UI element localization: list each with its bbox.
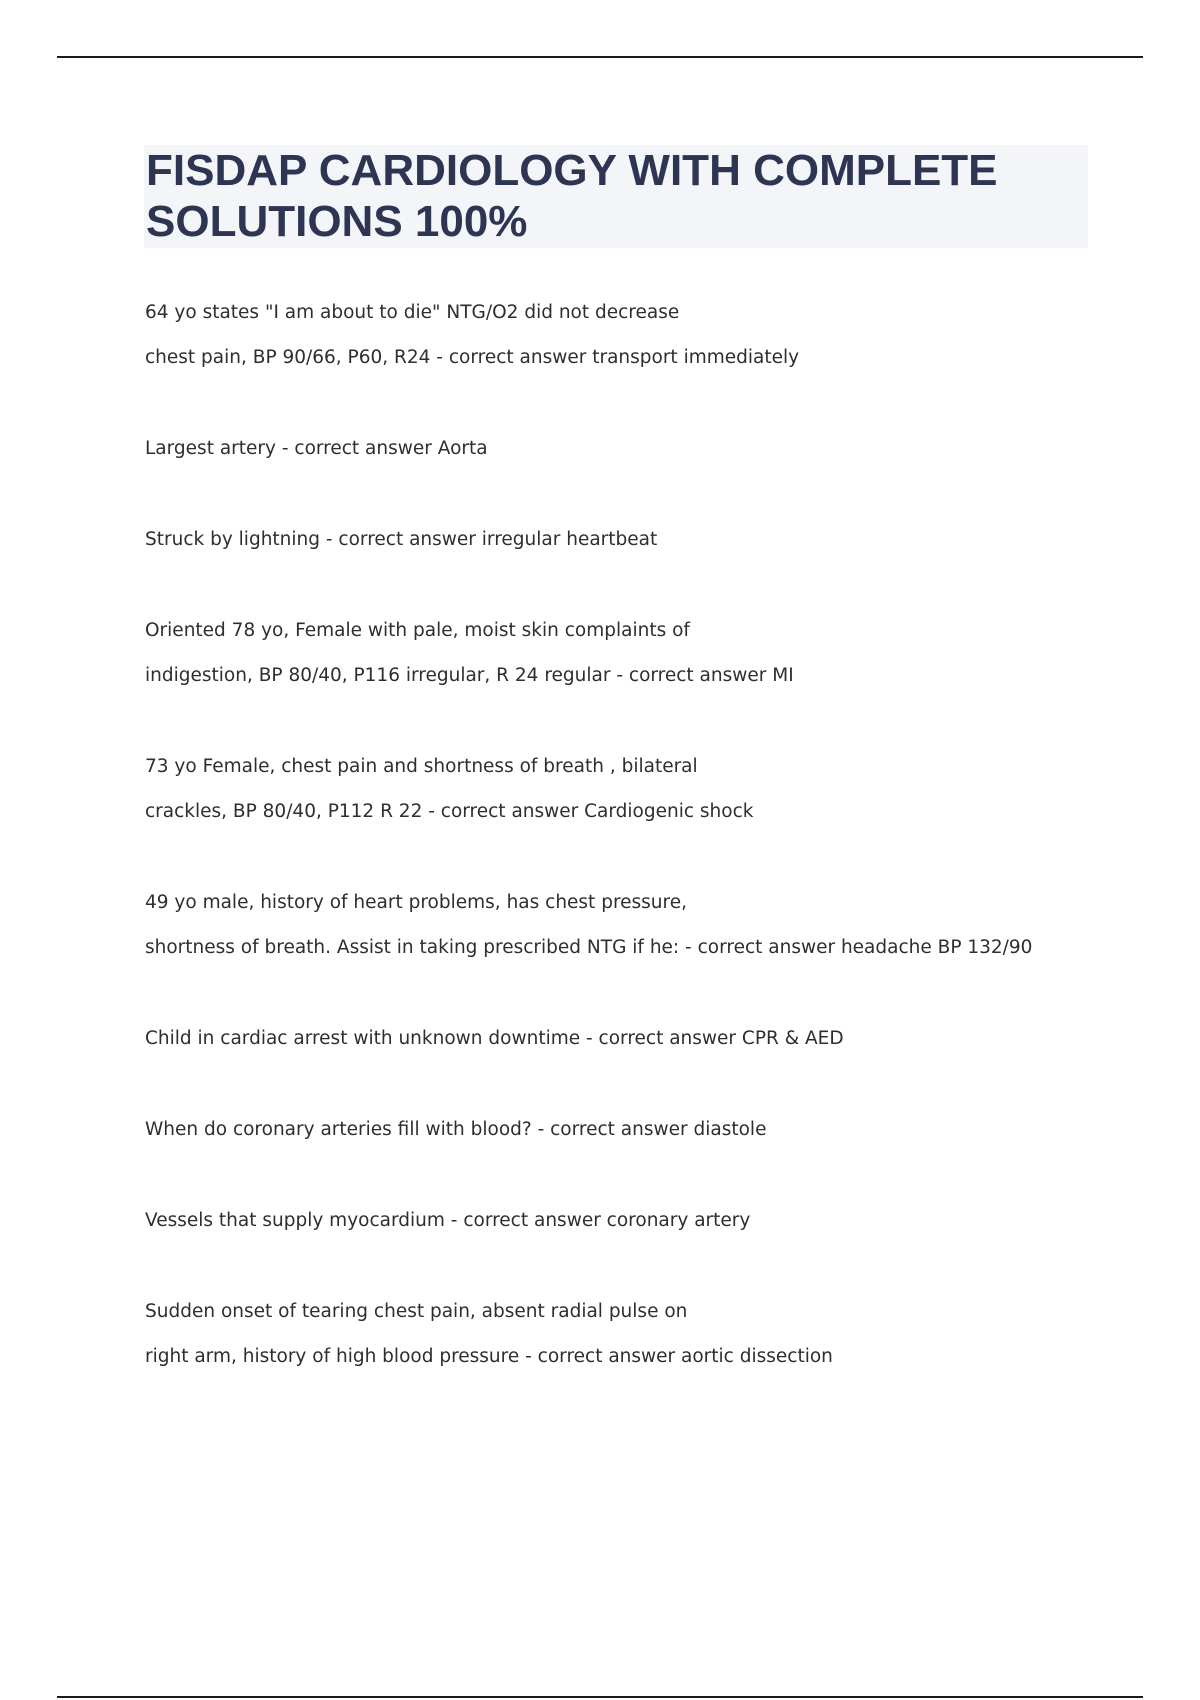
qa-item-line: Largest artery - correct answer Aorta [145,438,488,459]
qa-item-line: Sudden onset of tearing chest pain, absent radial pulse on [145,1301,688,1322]
qa-item [145,1016,1105,1061]
qa-item-line: Oriented 78 yo, Female with pale, moist skin complaints of [145,620,690,641]
qa-item [145,1198,1105,1243]
qa-item [145,426,1105,471]
qa-item [145,880,1105,970]
qa-item [145,744,1105,834]
qa-item-line: indigestion, BP 80/40, P116 irregular, R 24 regular - correct answer MI [145,665,794,686]
qa-item [145,1107,1105,1152]
qa-item-line: crackles, BP 80/40, P112 R 22 - correct answer Cardiogenic shock [145,801,754,822]
qa-item-line: Child in cardiac arrest with unknown downtime - correct answer CPR & AED [145,1028,844,1049]
document-title-line-1: FISDAP CARDIOLOGY WITH COMPLETE [146,146,998,195]
qa-item [145,290,1105,380]
qa-item-line: 49 yo male, history of heart problems, has chest pressure, [145,892,687,913]
qa-item-line: Struck by lightning - correct answer irregular heartbeat [145,529,658,550]
footer-rule [57,1696,1143,1698]
document-title [144,145,1088,247]
header-rule [57,56,1143,58]
qa-item-line: 73 yo Female, chest pain and shortness of breath , bilateral [145,756,698,777]
document-title-line-2: SOLUTIONS 100% [146,197,528,246]
qa-item-line: Vessels that supply myocardium - correct answer coronary artery [145,1210,751,1231]
qa-item-line: shortness of breath. Assist in taking prescribed NTG if he: - correct answer headache BP 132/90 [145,937,1033,958]
qa-item-line: chest pain, BP 90/66, P60, R24 - correct answer transport immediately [145,347,800,368]
qa-item [145,1289,1105,1379]
title-block [144,145,1088,248]
qa-item-line: right arm, history of high blood pressure - correct answer aortic dissection [145,1346,833,1367]
qa-item [145,517,1105,562]
qa-item-line: When do coronary arteries fill with blood? - correct answer diastole [145,1119,767,1140]
qa-item-line: 64 yo states "I am about to die" NTG/O2 did not decrease [145,302,680,323]
qa-item [145,608,1105,698]
qa-list [145,290,1105,1425]
